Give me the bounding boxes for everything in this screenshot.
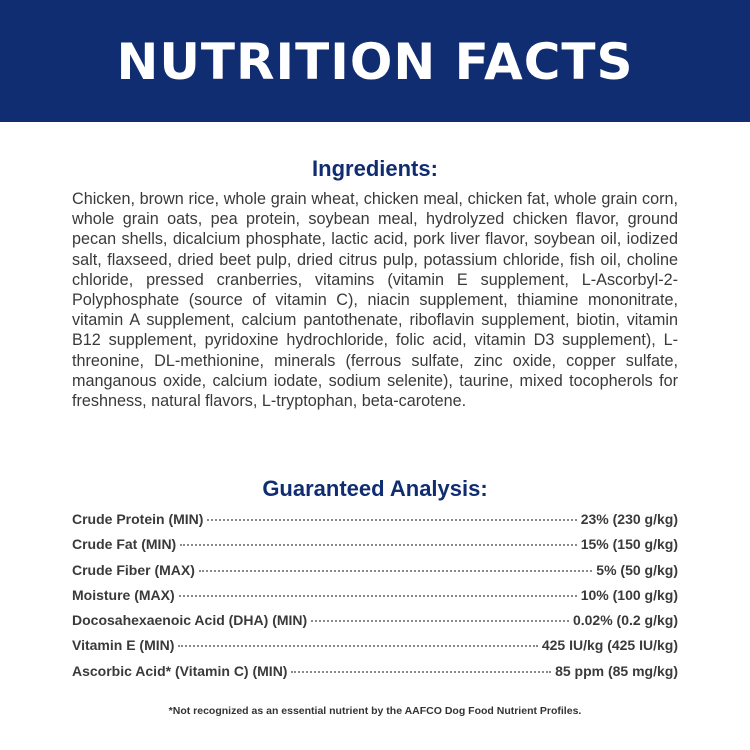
nutrient-name: Moisture (MAX)	[72, 586, 175, 603]
nutrient-name: Crude Protein (MIN)	[72, 511, 204, 527]
dot-leader	[179, 595, 577, 597]
analysis-row-crude-fiber	[72, 562, 678, 587]
nutrient-name: Ascorbic Acid* (Vitamin C) (MIN)	[72, 662, 288, 679]
guaranteed-analysis-table	[72, 511, 678, 688]
nutrient-name: Crude Fat (MIN)	[72, 536, 177, 553]
dot-leader	[291, 671, 551, 673]
nutrient-amount: 15% (150 g/kg)	[580, 536, 678, 553]
nutrient-amount: 425 IU/kg (425 IU/kg)	[541, 637, 678, 654]
nutrient-amount: 23% (230 g/kg)	[580, 511, 678, 527]
nutrient-name: Crude Fiber (MAX)	[72, 561, 195, 578]
analysis-row-vitamin-e	[72, 637, 678, 662]
nutrient-amount: 85 ppm (85 mg/kg)	[555, 662, 678, 679]
guaranteed-analysis-heading: Guaranteed Analysis:	[262, 476, 488, 501]
dot-leader	[311, 620, 569, 622]
title-banner	[0, 0, 750, 122]
dot-leader	[199, 570, 592, 572]
page-title: NUTRITION FACTS	[116, 33, 634, 91]
dot-leader	[178, 645, 537, 647]
ingredients-heading: Ingredients:	[312, 156, 438, 181]
analysis-row-moisture	[72, 587, 678, 612]
analysis-row-crude-fat	[72, 536, 678, 561]
nutrient-amount: 5% (50 g/kg)	[596, 561, 678, 578]
dot-leader	[207, 519, 576, 521]
footnote: *Not recognized as an essential nutrient by the AAFCO Dog Food Nutrient Profiles.	[168, 705, 582, 717]
ingredients-list: Chicken, brown rice, whole grain wheat, chicken meal, chicken fat, whole grain corn, whole grain oats, pea protein, soybean meal, hydrolyzed chicken flavor, ground pecan shells, dicalcium phosphate, lactic acid, pork liver flavor, soybean oil, iodized salt, flaxseed, dried beet pulp, dried citrus pulp, potassium chloride, fish oil, choline chloride, pressed cranberries, vitamins (vitamin E supplement, L-Ascorbyl-2-Polyphosphate (source of vitamin C), niacin supplement, thiamine mononitrate, vitamin A supplement, calcium pantothenate, riboflavin supplement, biotin, vitamin B12 supplement, pyridoxine hydrochloride, folic acid, vitamin D3 supplement), L-threonine, DL-methionine, minerals (ferrous sulfate, zinc oxide, copper sulfate, manganous oxide, calcium iodate, sodium selenite), taurine, mixed tocopherols for freshness, natural flavors, L-tryptophan, beta-carotene.	[72, 190, 678, 411]
nutrient-name: Vitamin E (MIN)	[72, 637, 175, 654]
analysis-row-crude-protein	[72, 511, 678, 536]
nutrient-amount: 0.02% (0.2 g/kg)	[572, 612, 678, 629]
analysis-row-ascorbic-acid	[72, 663, 678, 688]
nutrient-name: Docosahexaenoic Acid (DHA) (MIN)	[72, 612, 308, 629]
analysis-row-dha	[72, 612, 678, 637]
dot-leader	[180, 544, 577, 546]
nutrient-amount: 10% (100 g/kg)	[580, 586, 678, 603]
